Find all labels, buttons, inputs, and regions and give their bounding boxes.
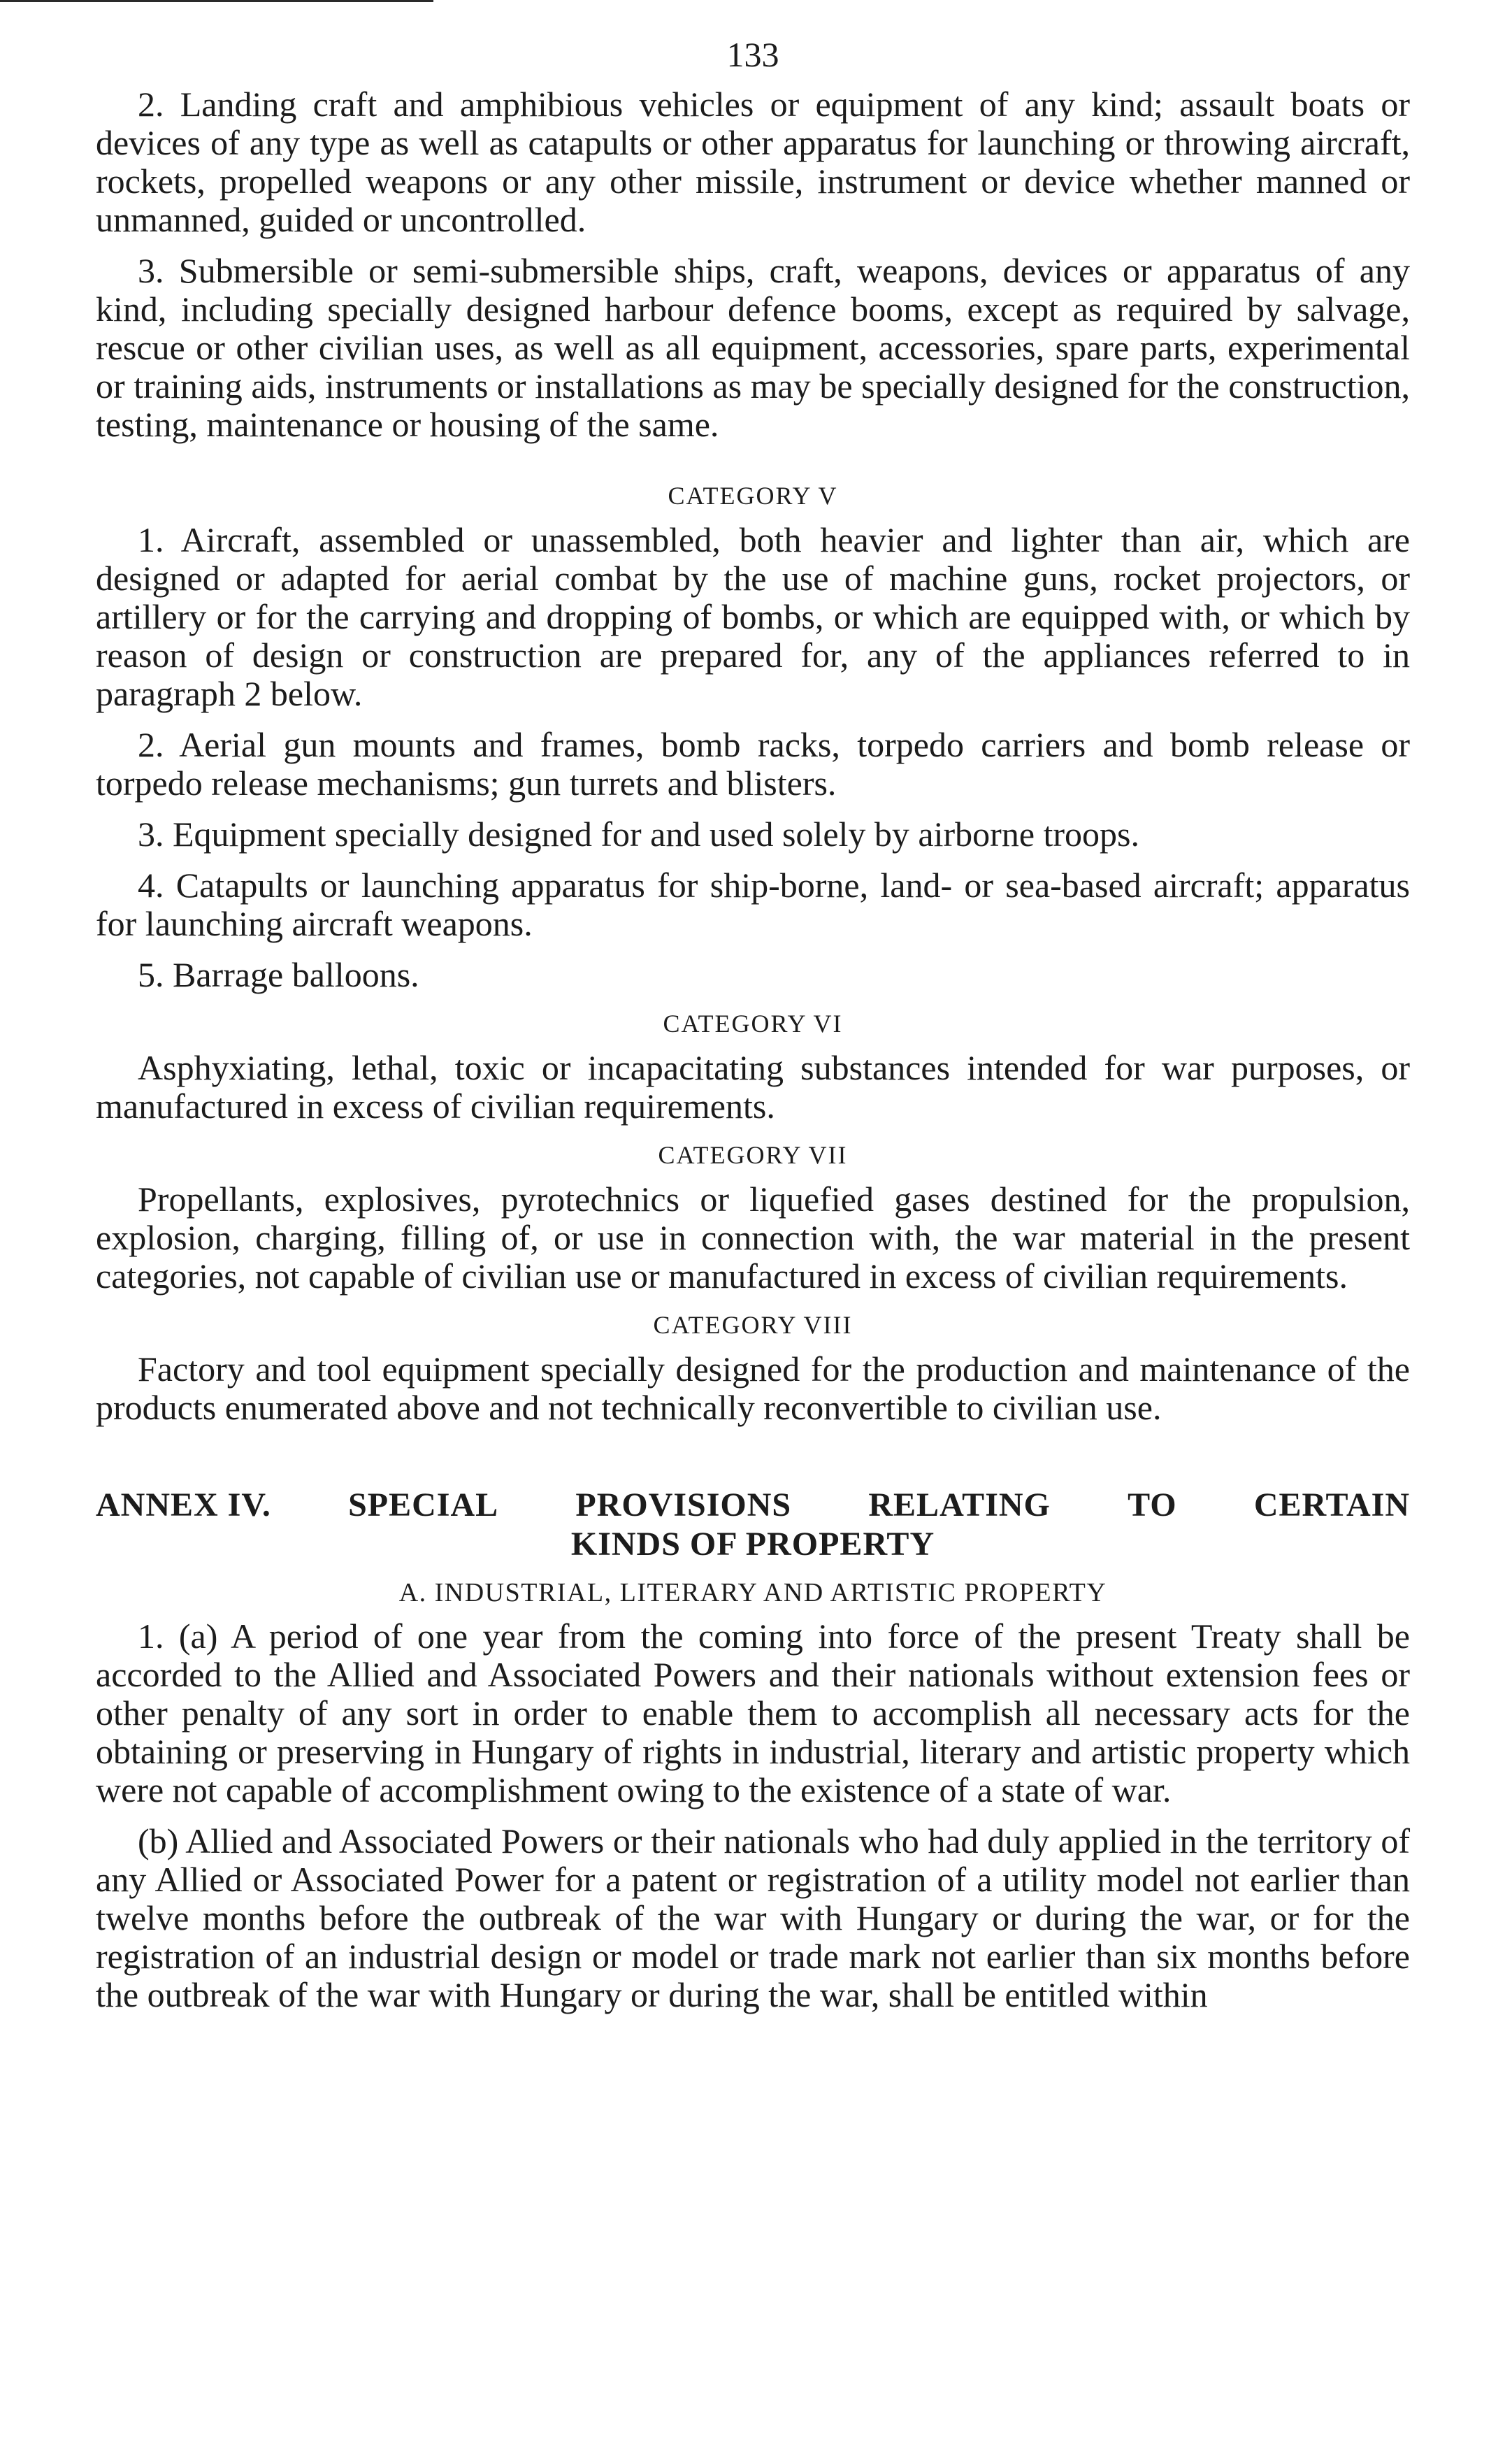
page-number: 133 xyxy=(726,35,779,74)
annex-title-word-3: RELATING xyxy=(868,1486,1051,1523)
annex-title-word-5: CERTAIN xyxy=(1253,1486,1410,1523)
annex-title xyxy=(96,1486,1410,1564)
category-vi-text: Asphyxiating, lethal, toxic or incapacitating substances intended for war purposes, or manufactured in excess of civilian requirements. xyxy=(96,1048,1410,1126)
annex-title-line-2: KINDS OF PROPERTY xyxy=(570,1526,935,1563)
section-heading-industrial-property: A. INDUSTRIAL, LITERARY AND ARTISTIC PROPERTY xyxy=(398,1578,1107,1607)
top-rule xyxy=(0,0,433,2)
annex-title-word-2: PROVISIONS xyxy=(575,1486,792,1523)
category-v-item-3: 3. Equipment specially designed for and used solely by airborne troops. xyxy=(138,815,1140,854)
document-page xyxy=(96,34,1410,2027)
annex-label: ANNEX IV. xyxy=(96,1486,271,1523)
annex-paragraph-1b: (b) Allied and Associated Powers or their nationals who had duly applied in the territory of any Allied or Associated Power for a patent or registration of a utility model not earlier than twelve months before the outbreak of the war with Hungary or during the war, or for the registration of an industrial design or model or trade mark not earlier than six months before the outbreak of the war with Hungary or during the war, shall be entitled within xyxy=(96,1821,1410,2014)
category-vii-heading: CATEGORY VII xyxy=(658,1141,848,1169)
category-v-item-2: 2. Aerial gun mounts and frames, bomb racks, torpedo carriers and bomb release or torpedo release mechanisms; gun turrets and blisters. xyxy=(96,725,1410,803)
paragraph-landing-craft: 2. Landing craft and amphibious vehicles or equipment of any kind; assault boats or devices of any type as well as catapults or other apparatus for launching or throwing aircraft, rockets, propelled weapons or any other missile, instrument or device whether manned or unmanned, guided or uncontrolled. xyxy=(96,85,1410,239)
annex-title-word-1: SPECIAL xyxy=(348,1486,499,1523)
annex-title-line-1 xyxy=(96,1486,1410,1525)
category-v-heading: CATEGORY V xyxy=(668,482,838,510)
category-viii-heading: CATEGORY VIII xyxy=(653,1311,853,1339)
category-v-item-1: 1. Aircraft, assembled or unassembled, both heavier and lighter than air, which are designed or adapted for aerial combat by the use of machine guns, rocket projectors, or artillery or for the carrying and dropping of bombs, or which are equipped with, or which by reason of design or construction are prepared for, any of the appliances referred to in paragraph 2 below. xyxy=(96,520,1410,713)
paragraph-submersible: 3. Submersible or semi-submersible ships, craft, weapons, devices or apparatus of any kind, including specially designed harbour defence booms, except as required by salvage, rescue or other civilian uses, as well as all equipment, accessories, spare parts, experimental or training aids, instruments or installations as may be specially designed for the construction, testing, maintenance or housing of the same. xyxy=(96,251,1410,444)
category-vi-heading: CATEGORY VI xyxy=(663,1010,843,1038)
category-v-item-5: 5. Barrage balloons. xyxy=(138,955,419,994)
category-viii-text: Factory and tool equipment specially designed for the production and maintenance of the products enumerated above and not technically reconvertible to civilian use. xyxy=(96,1349,1410,1427)
annex-paragraph-1a: 1. (a) A period of one year from the coming into force of the present Treaty shall be accorded to the Allied and Associated Powers and their nationals without extension fees or other penalty of any sort in order to enable them to accomplish all necessary acts for the obtaining or preserving in Hungary of rights in industrial, literary and artistic property which were not capable of accomplishment owing to the existence of a state of war. xyxy=(96,1616,1410,1809)
category-vii-text: Propellants, explosives, pyrotechnics or liquefied gases destined for the propulsion, explosion, charging, filling of, or use in connection with, the war material in the present categories, not capable of civilian use or manufactured in excess of civilian requirements. xyxy=(96,1179,1410,1296)
category-v-item-4: 4. Catapults or launching apparatus for ship-borne, land- or sea-based aircraft; apparatus for launching aircraft weapons. xyxy=(96,866,1410,943)
annex-title-word-4: TO xyxy=(1128,1486,1177,1523)
